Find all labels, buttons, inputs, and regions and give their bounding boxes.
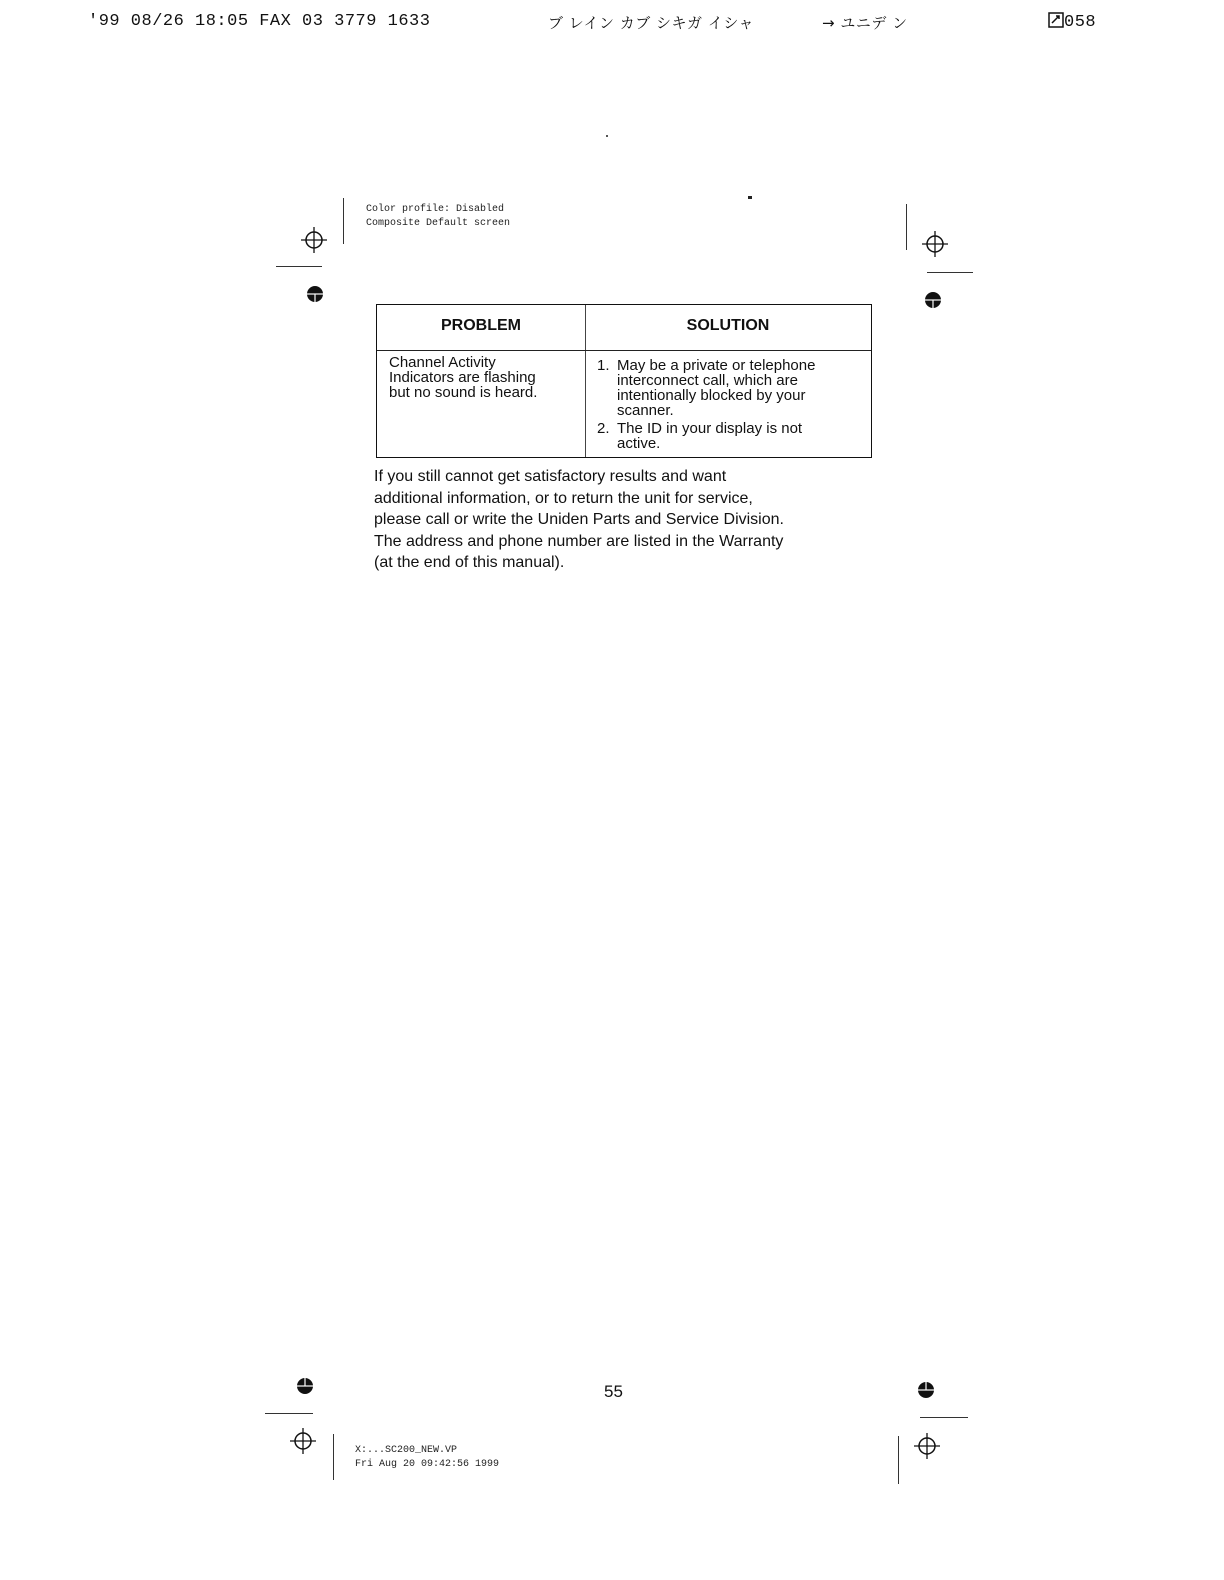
solution-item	[597, 421, 867, 451]
solution-item	[597, 358, 867, 418]
crop-line	[265, 1413, 313, 1414]
solution-line: The ID in your display is not	[617, 420, 803, 437]
crop-line	[927, 272, 973, 273]
paragraph-line: If you still cannot get satisfactory results and want	[374, 468, 727, 485]
troubleshooting-table	[376, 304, 872, 458]
crop-line	[898, 1436, 899, 1484]
registration-dot-icon	[925, 292, 941, 308]
solution-line: interconnect call, which are	[617, 372, 798, 389]
page-number: 55	[604, 1382, 623, 1401]
fax-page-counter	[1048, 12, 1096, 32]
registration-dot-icon	[307, 286, 323, 302]
paragraph-line: The address and phone number are listed in the Warranty	[374, 532, 784, 550]
problem-line: Indicators are flashing	[389, 369, 536, 386]
slug-composite: Composite Default screen	[366, 218, 511, 229]
crop-line	[906, 204, 907, 250]
slug-timestamp: Fri Aug 20 09:42:56 1999	[355, 1459, 500, 1470]
fax-page-label: 058	[1064, 13, 1097, 32]
crop-line	[920, 1417, 968, 1418]
registration-mark-icon	[921, 230, 949, 258]
solution-line: May be a private or telephone	[617, 357, 816, 374]
paragraph-line: (at the end of this manual).	[374, 554, 565, 571]
header-problem: PROBLEM	[441, 317, 521, 334]
solution-line: scanner.	[617, 402, 674, 419]
table-row-divider	[377, 350, 871, 351]
fax-sender: ブ レイン カブ シキガ イシャ	[548, 14, 755, 32]
solution-cell	[597, 358, 867, 451]
speck	[606, 135, 608, 137]
paragraph-line: additional information, or to return the unit for service,	[374, 489, 753, 507]
registration-mark-icon	[289, 1427, 317, 1455]
fax-datetime: '99 08/26 18:05 FAX 03 3779 1633	[88, 12, 431, 31]
slug-color-profile: Color profile: Disabled	[366, 204, 505, 215]
printer-slug-top	[366, 203, 510, 231]
registration-mark-icon	[300, 226, 328, 254]
solution-number: 1.	[597, 357, 610, 374]
crop-line	[343, 198, 344, 244]
problem-cell	[389, 355, 579, 400]
problem-line: Channel Activity	[389, 354, 496, 371]
registration-mark-icon	[913, 1432, 941, 1460]
problem-line: but no sound is heard.	[389, 384, 538, 401]
paragraph-line: please call or write the Uniden Parts and Service Division.	[374, 511, 784, 528]
crop-line	[333, 1434, 334, 1480]
speck	[748, 196, 752, 199]
fax-recipient: → ユニデ ン	[822, 14, 908, 32]
printer-slug-bottom	[355, 1444, 499, 1472]
solution-line: intentionally blocked by your	[617, 387, 806, 404]
solution-number: 2.	[597, 420, 610, 437]
fax-page-icon	[1048, 12, 1064, 28]
solution-line: active.	[617, 435, 661, 452]
crop-line	[276, 266, 322, 267]
service-paragraph	[374, 466, 884, 574]
header-solution: SOLUTION	[686, 317, 770, 334]
registration-dot-icon	[918, 1382, 934, 1398]
slug-filename: X:...SC200_NEW.VP	[355, 1445, 458, 1456]
registration-dot-icon	[297, 1378, 313, 1394]
